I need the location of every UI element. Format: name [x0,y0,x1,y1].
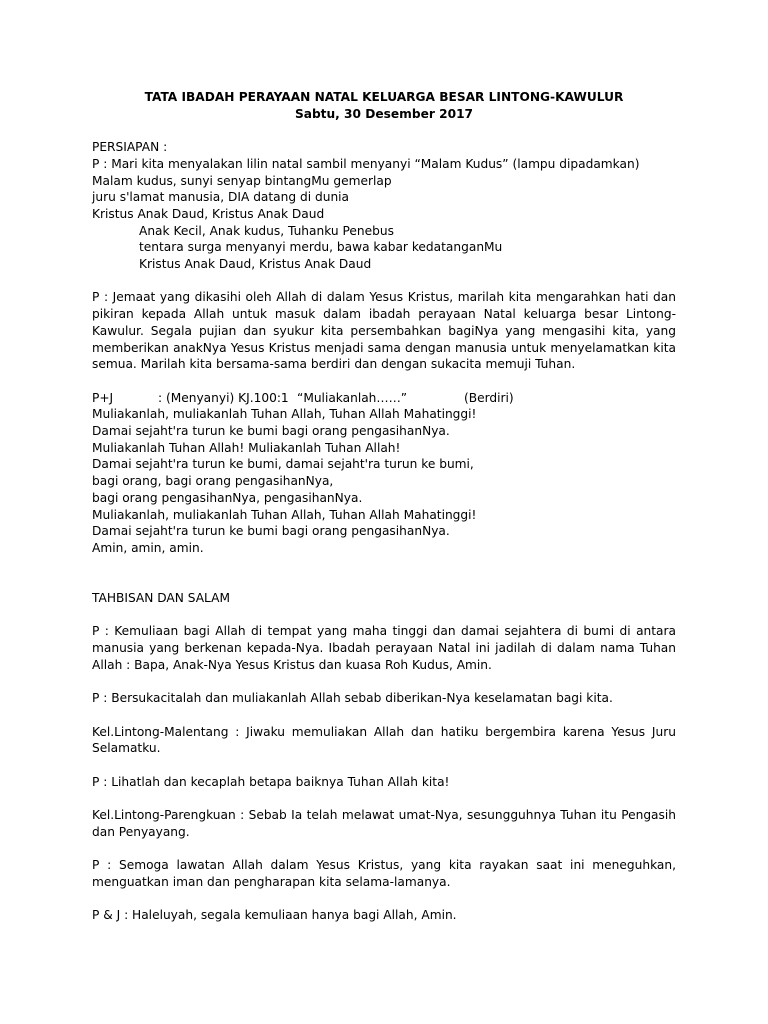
section-heading-tahbisan: TAHBISAN DAN SALAM [92,591,230,606]
hymn-line: bagi orang pengasihanNya, pengasihanNya. [92,490,363,505]
tahbisan-paragraph: P & J : Haleluyah, segala kemuliaan hanya bagi Allah, Amin. [92,908,457,923]
hymn-label: P+J [92,390,114,405]
hymn-line: Muliakanlah, muliakanlah Tuhan Allah, Tuhan Allah Mahatinggi! [92,507,477,522]
hymn-line: Damai sejaht'ra turun ke bumi, damai sejaht'ra turun ke bumi, [92,457,474,472]
hymn-line: Damai sejaht'ra turun ke bumi bagi orang pengasihanNya. [92,524,450,539]
hymn-title: “Muliakanlah……” [297,390,408,405]
section-heading-persiapan: PERSIAPAN : [92,140,168,155]
tahbisan-paragraph: P : Kemuliaan bagi Allah di tempat yang maha tinggi dan damai sejahtera di bumi di antara manusia yang berkenan kepada-Nya. Ibadah perayaan Natal ini jadilah di dalam nama Tuhan Allah : Bapa, Anak-Nya Yesus Kristus dan kuasa Roh Kudus, Amin. [92,624,676,672]
persiapan-intro: P : Mari kita menyalakan lilin natal sambil menyanyi “Malam Kudus” (lampu dipadamkan) [92,156,640,171]
song-line: Malam kudus, sunyi senyap bintangMu gemerlap [92,173,392,188]
tahbisan-paragraph: P : Lihatlah dan kecaplah betapa baiknya Tuhan Allah kita! [92,774,450,789]
hymn-line: Amin, amin, amin. [92,540,204,555]
hymn-line: Muliakanlah Tuhan Allah! Muliakanlah Tuhan Allah! [92,440,401,455]
song-line-indented: tentara surga menyanyi merdu, bawa kabar kedatanganMu [139,240,503,255]
hymn-line: Damai sejaht'ra turun ke bumi bagi orang pengasihanNya. [92,424,450,438]
hymn-line: Muliakanlah, muliakanlah Tuhan Allah, Tuhan Allah Mahatinggi! [92,407,477,422]
hymn-line: bagi orang, bagi orang pengasihanNya, [92,474,334,489]
song-line-indented: Anak Kecil, Anak kudus, Tuhanku Penebus [139,223,394,238]
song-line: Kristus Anak Daud, Kristus Anak Daud [92,206,325,221]
tahbisan-paragraph: Kel.Lintong-Malentang : Jiwaku memuliakan Allah dan hatiku bergembira karena Yesus Juru Selamatku. [92,724,676,756]
hymn-note: (Berdiri) [464,390,514,405]
song-line-indented: Kristus Anak Daud, Kristus Anak Daud [139,257,372,272]
document-page [92,89,676,924]
hymn-header-row [92,390,676,407]
song-line: juru s'lamat manusia, DIA datang di dunia [92,190,350,205]
persiapan-paragraph: P : Jemaat yang dikasihi oleh Allah di dalam Yesus Kristus, marilah kita mengarahkan hati dan pikiran kepada Allah untuk masuk dalam ibadah perayaan Natal keluarga besar Lintong-Kawulur. Segala pujian dan syukur kita persembahkan bagiNya yang mengasihi kita, yang memberikan anakNya Yesus Kristus menjadi sama dengan manusia untuk menyelamatkan kita semua. Marilah kita bersama-sama berdiri dan dengan sukacita memuji Tuhan. [92,290,676,372]
document-title: TATA IBADAH PERAYAAN NATAL KELUARGA BESAR LINTONG-KAWULUR [144,90,624,104]
tahbisan-paragraph: P : Semoga lawatan Allah dalam Yesus Kristus, yang kita rayakan saat ini meneguhkan, menguatkan iman dan pengharapan kita selama-lamanya. [92,858,676,889]
document-date: Sabtu, 30 Desember 2017 [294,106,474,121]
tahbisan-paragraph: Kel.Lintong-Parengkuan : Sebab Ia telah melawat umat-Nya, sesungguhnya Tuhan itu Pengasih dan Penyayang. [92,808,676,839]
tahbisan-paragraph: P : Bersukacitalah dan muliakanlah Allah sebab diberikan-Nya keselamatan bagi kita. [92,691,613,706]
hymn-reference: : (Menyanyi) KJ.100:1 [158,390,289,405]
